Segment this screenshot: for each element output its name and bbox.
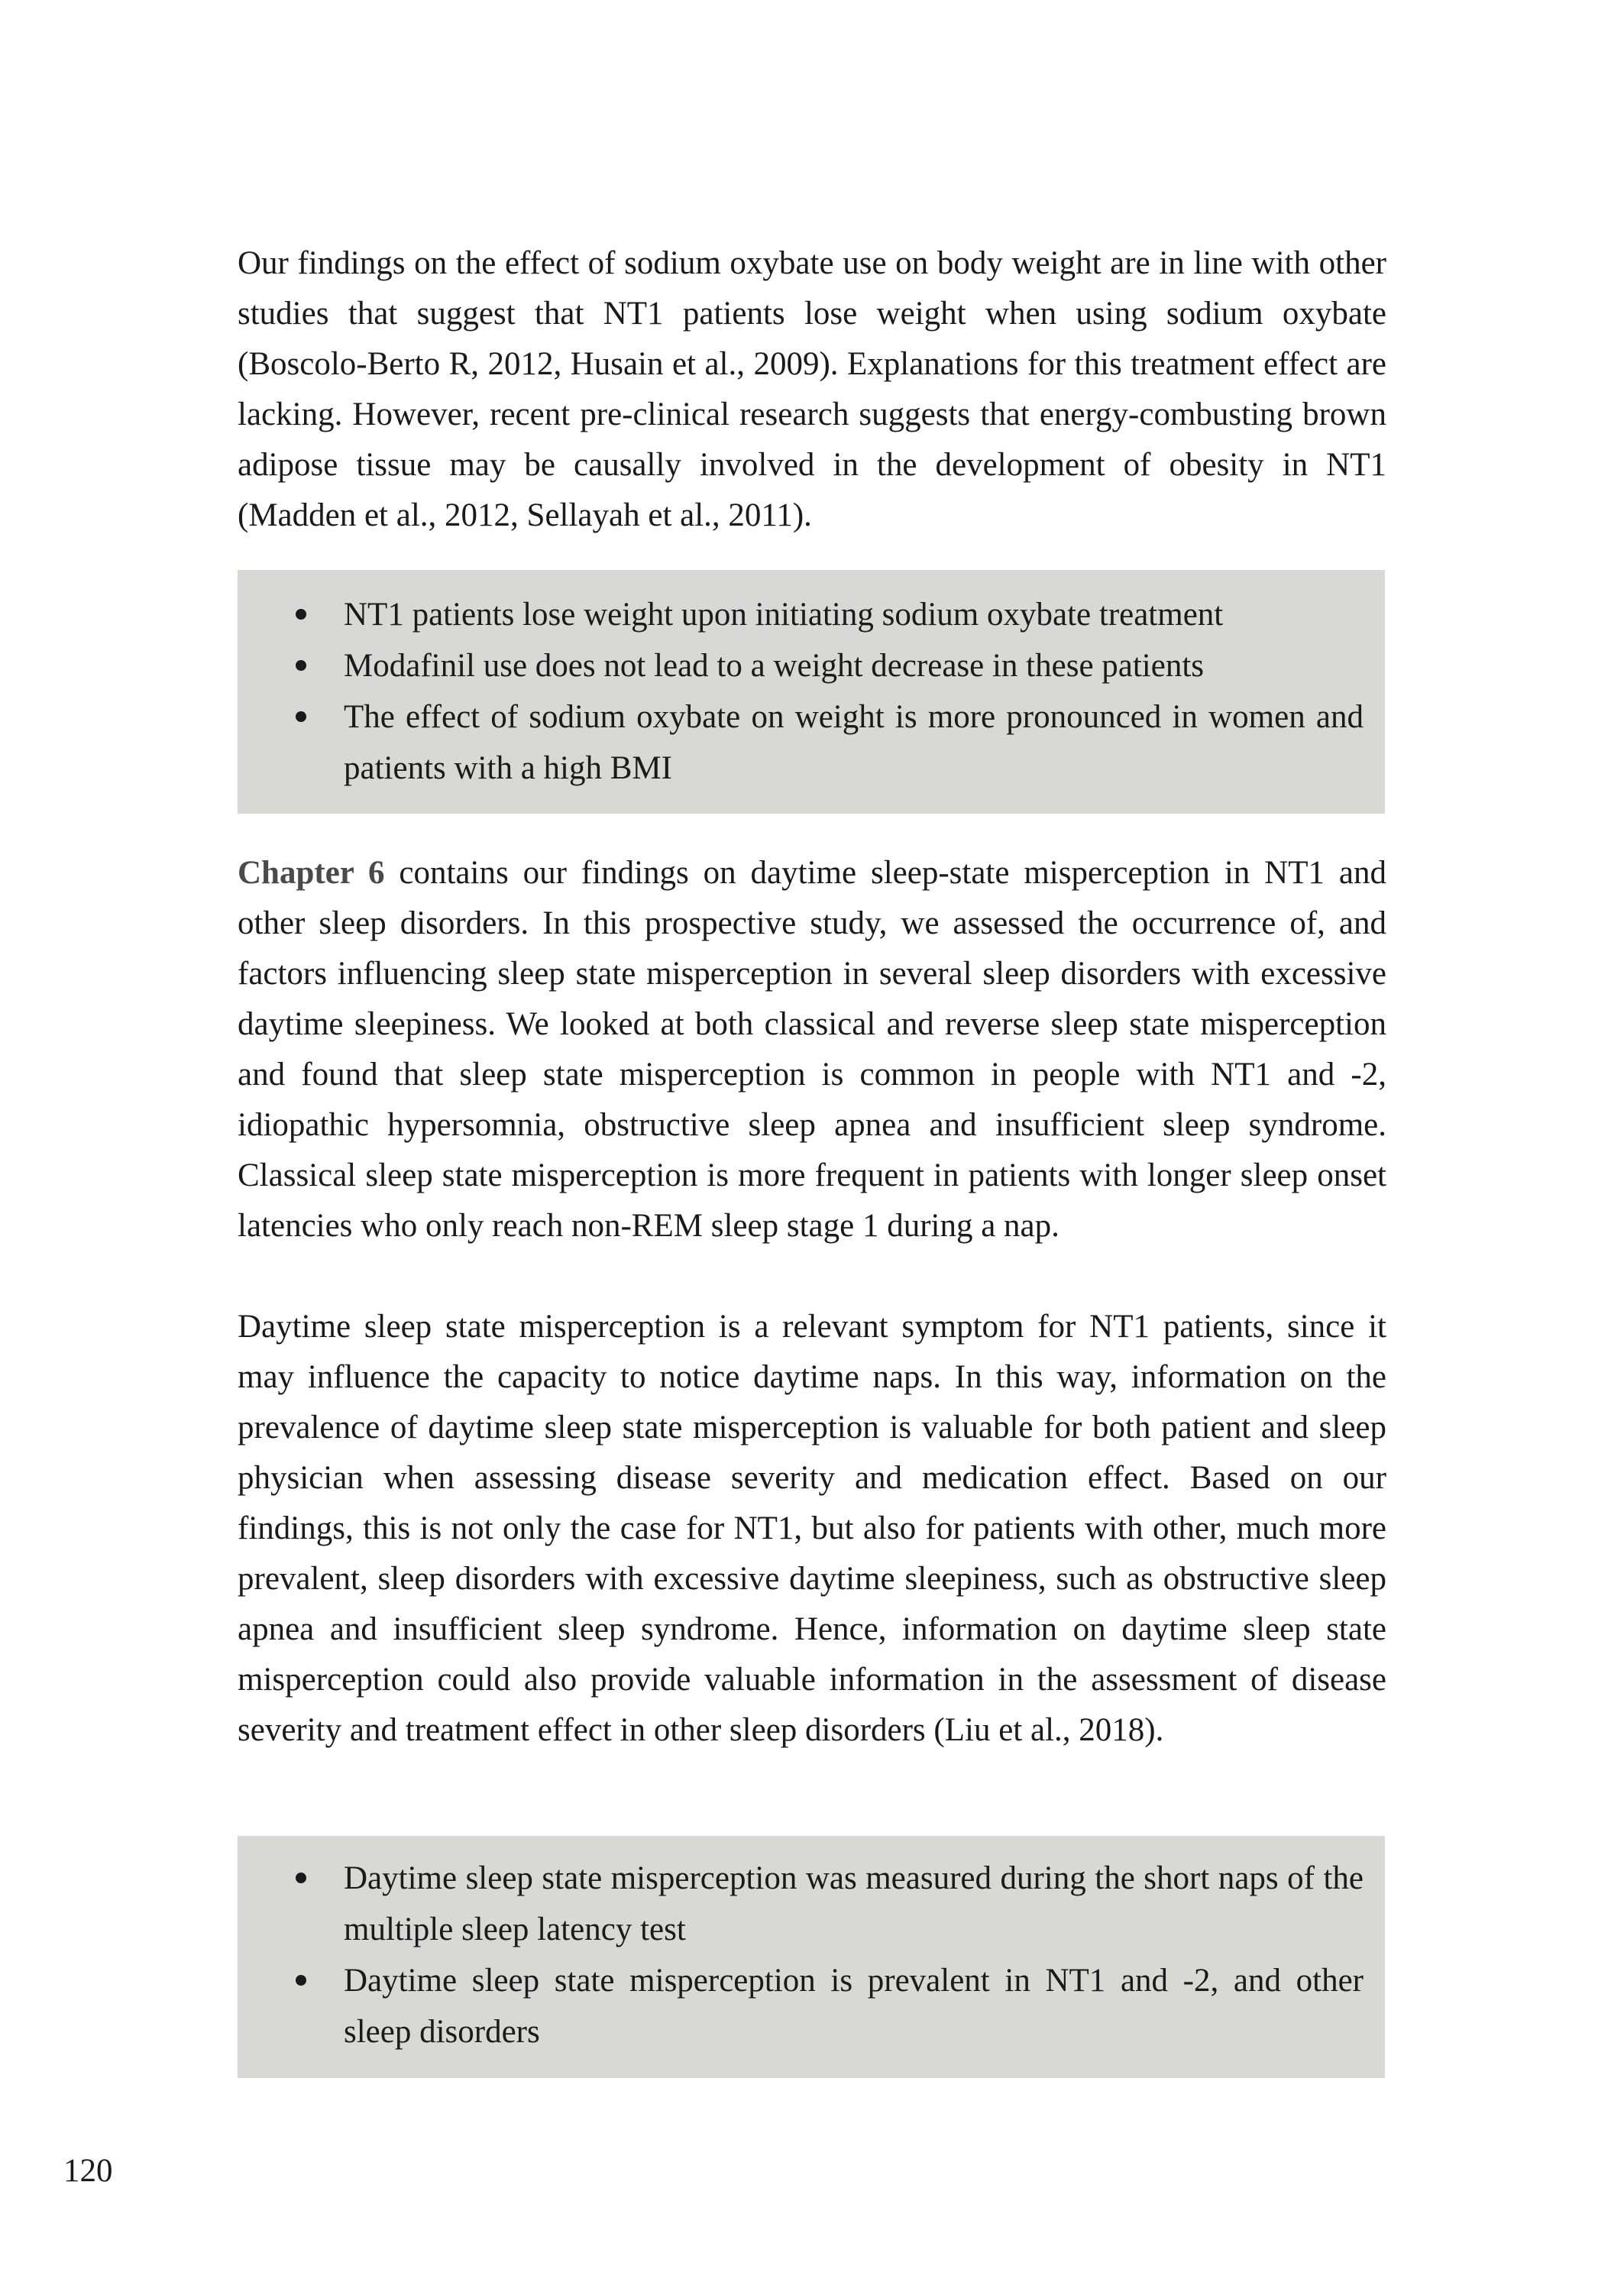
highlight-box-misperception-keypoints	[238, 1836, 1385, 2078]
bullet-icon	[296, 1873, 306, 1883]
bullet-icon	[296, 660, 306, 671]
bullet-icon	[296, 609, 306, 620]
list-item	[238, 691, 1364, 794]
list-item	[238, 589, 1364, 640]
paragraph-sodium-oxybate-findings: Our findings on the effect of sodium oxybate use on body weight are in line with other studies that suggest that NT1 patients lose weight when using sodium oxybate (Boscolo-Berto R, 2012, Husain et al., 2009). Explanations for this treatment effect are lacking. However, recent pre-clinical research suggests that energy-combusting brown adipose tissue may be causally involved in the development of obesity in NT1 (Madden et al., 2012, Sellayah et al., 2011).	[238, 245, 1386, 533]
list-item	[238, 640, 1364, 691]
highlight-box-weight-keypoints	[238, 570, 1385, 814]
bullet-list	[238, 1853, 1385, 2057]
bullet-text: Daytime sleep state misperception is prevalent in NT1 and -2, and other sleep disorders	[344, 1963, 1364, 2050]
list-item	[238, 1955, 1364, 2057]
list-item	[238, 1853, 1364, 1955]
bullet-text: The effect of sodium oxybate on weight is more pronounced in women and patients with a high BMI	[344, 699, 1364, 786]
bullet-text: NT1 patients lose weight upon initiating sodium oxybate treatment	[344, 597, 1224, 633]
paragraph-daytime-misperception-relevance: Daytime sleep state misperception is a relevant symptom for NT1 patients, since it may influence the capacity to notice daytime naps. In this way, information on the prevalence of daytime sleep state misperception is valuable for both patient and sleep physician when assessing disease severity and medication effect. Based on our findings, this is not only the case for NT1, but also for patients with other, much more prevalent, sleep disorders with excessive daytime sleepiness, such as obstructive sleep apnea and insufficient sleep syndrome. Hence, information on daytime sleep state misperception could also provide valuable information in the assessment of disease severity and treatment effect in other sleep disorders (Liu et al., 2018).	[238, 1309, 1386, 1748]
bullet-list	[238, 589, 1385, 794]
paragraph-chapter-6-summary	[238, 848, 1386, 1251]
page-number: 120	[63, 2153, 113, 2189]
bullet-icon	[296, 1975, 306, 1986]
bullet-text: Daytime sleep state misperception was measured during the short naps of the multiple sleep latency test	[344, 1860, 1364, 1947]
chapter-6-label: Chapter 6	[238, 855, 385, 891]
bullet-text: Modafinil use does not lead to a weight decrease in these patients	[344, 648, 1205, 684]
bullet-icon	[296, 711, 306, 722]
paragraph-text: contains our findings on daytime sleep-state misperception in NT1 and other sleep disorders. In this prospective study, we assessed the occurrence of, and factors influencing sleep state misperception in several sleep disorders with excessive daytime sleepiness. We looked at both classical and reverse sleep state misperception and found that sleep state misperception is common in people with NT1 and -2, idiopathic hypersomnia, obstructive sleep apnea and insufficient sleep syndrome. Classical sleep state misperception is more frequent in patients with longer sleep onset latencies who only reach non-REM sleep stage 1 during a nap.	[238, 855, 1386, 1244]
